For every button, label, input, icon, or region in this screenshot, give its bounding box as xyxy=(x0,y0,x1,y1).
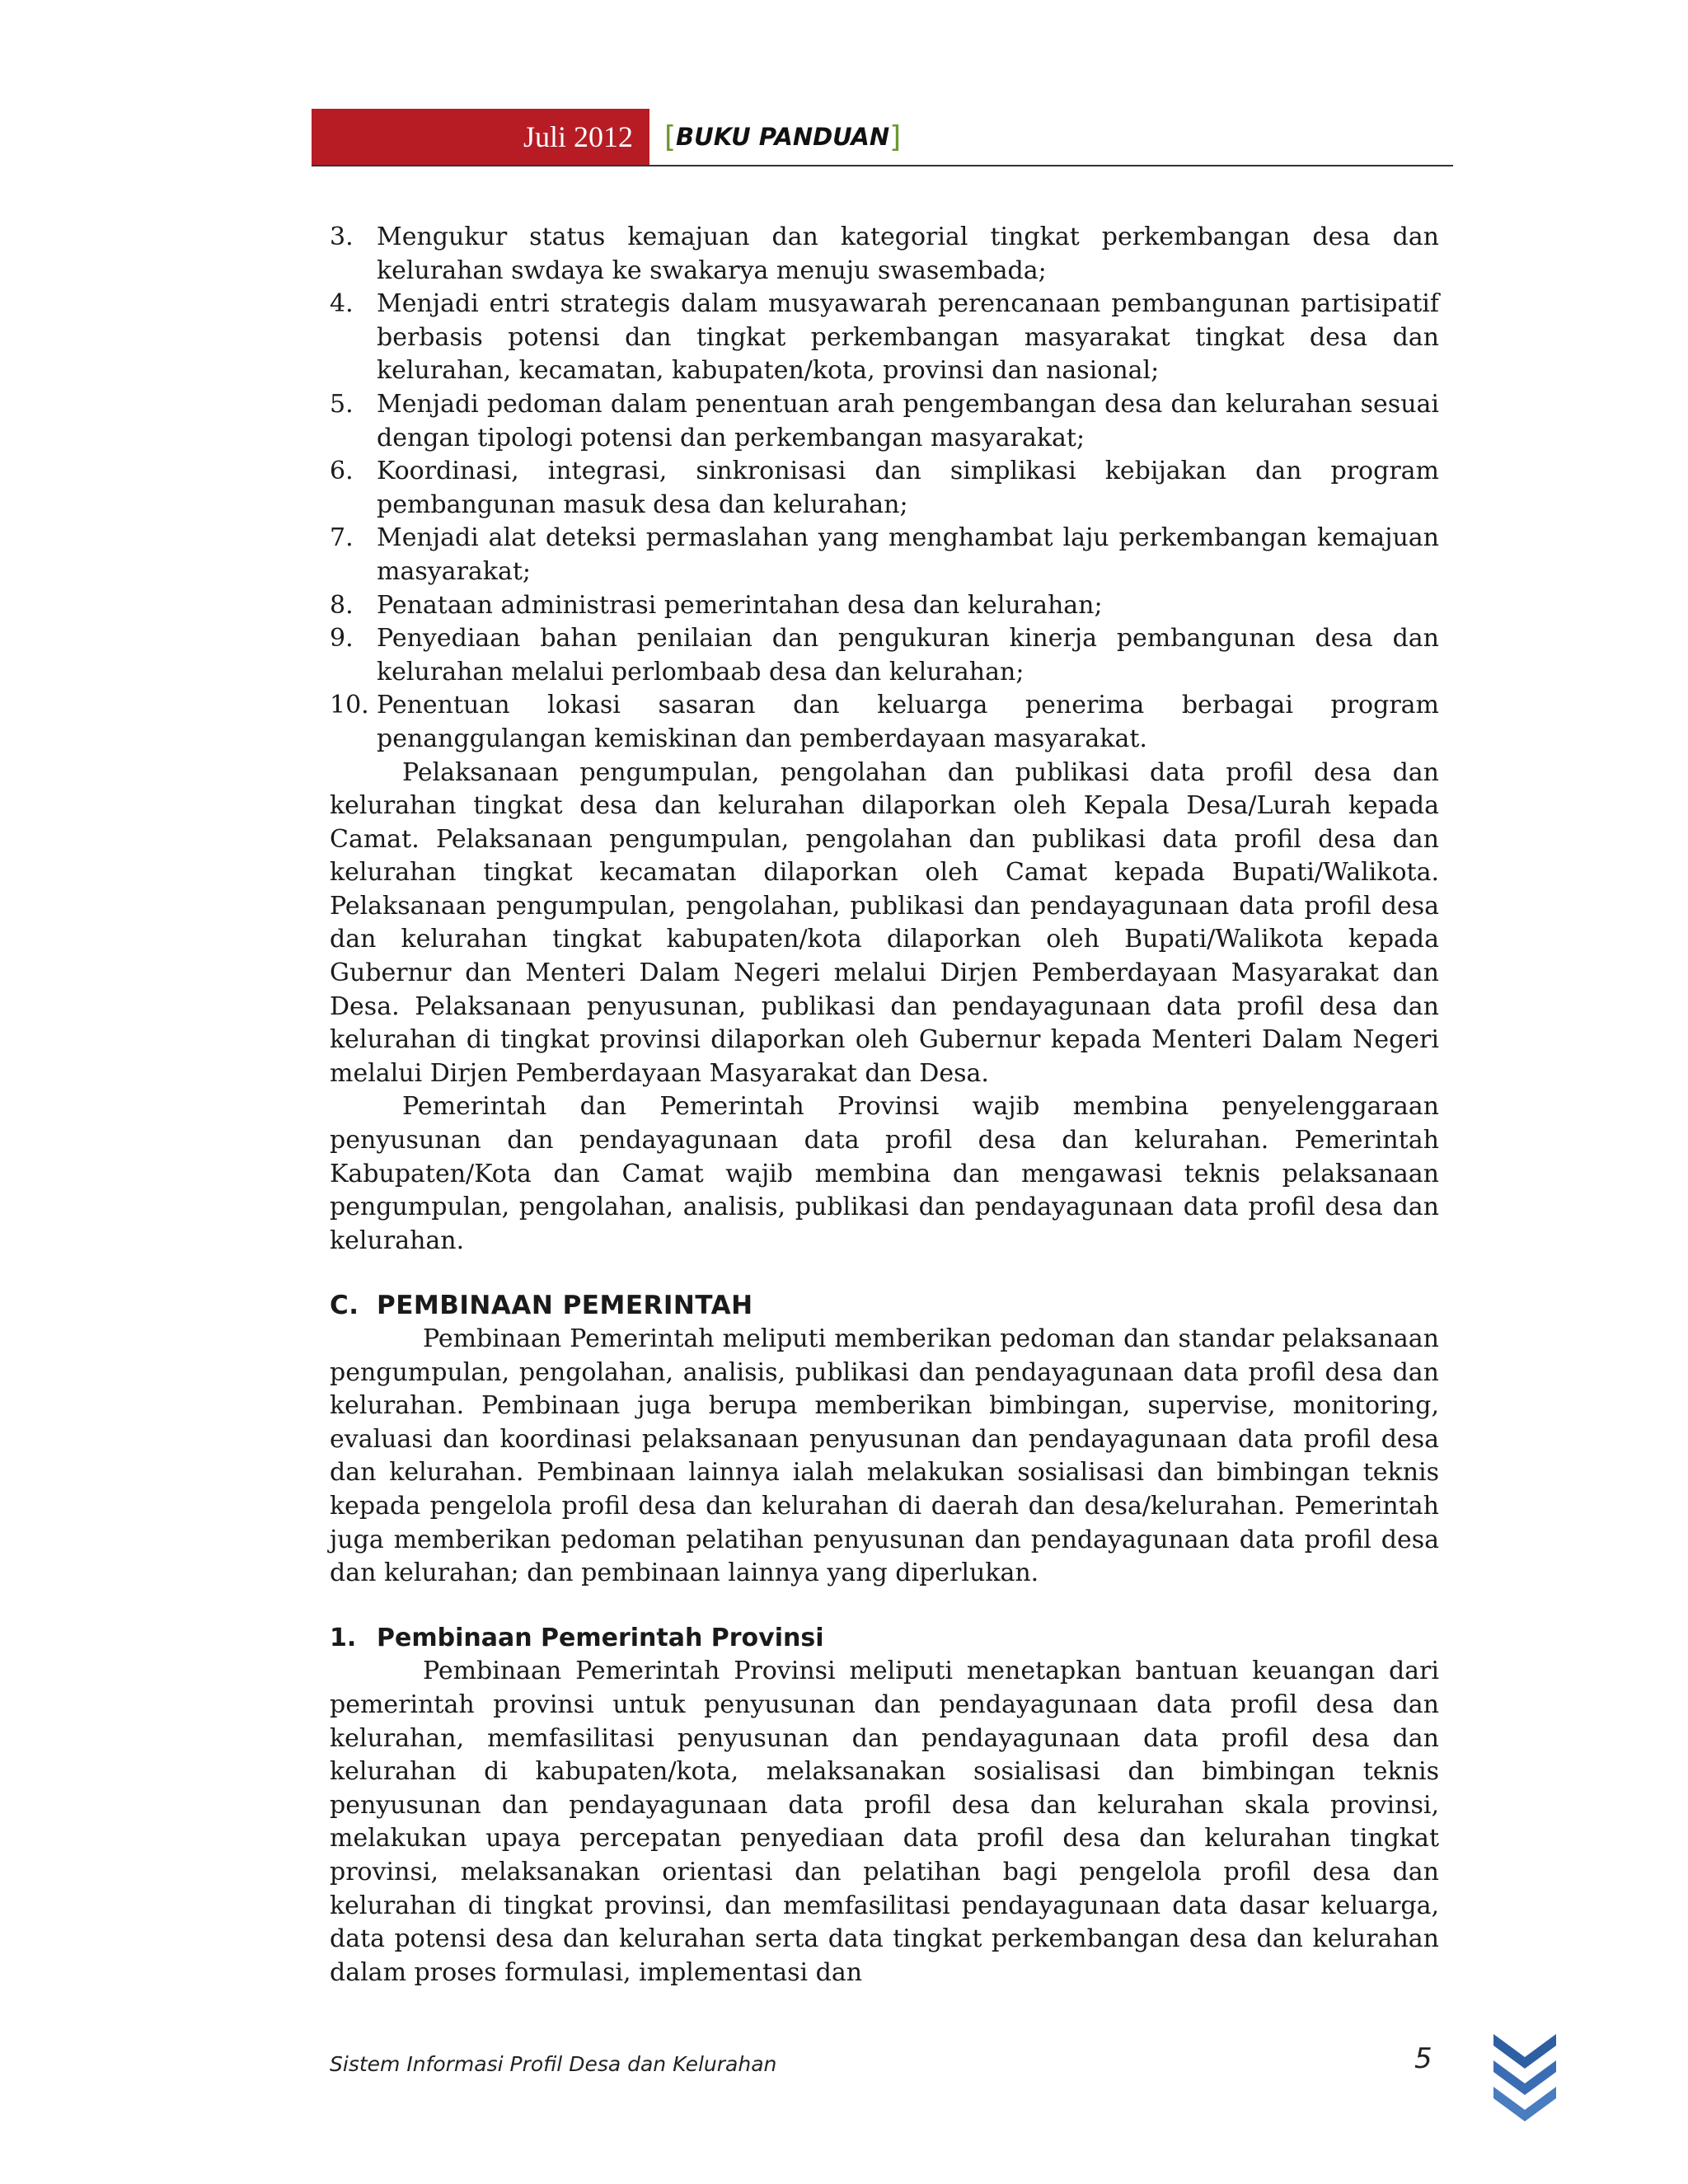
header-title xyxy=(664,109,901,165)
header-bracket-open: [ xyxy=(664,120,677,154)
subsection-heading-1 xyxy=(330,1622,1439,1656)
objectives-list xyxy=(330,221,1439,757)
chevron-down-icon xyxy=(1490,2029,1559,2128)
list-text: Mengukur status kemajuan dan kategorial tingkat perkembangan desa dan kelurahan swdaya ke swakarya menuju swasembada; xyxy=(377,223,1439,285)
list-number: 9. xyxy=(330,624,354,654)
section-title: PEMBINAAN PEMERINTAH xyxy=(377,1291,753,1321)
list-number: 7. xyxy=(330,523,354,553)
list-text: Menjadi pedoman dalam penentuan arah pengembangan desa dan kelurahan sesuai dengan tipologi potensi dan perkembangan masyarakat; xyxy=(377,389,1439,452)
section-c-paragraph: Pembinaan Pemerintah meliputi memberikan pedoman dan standar pelaksanaan pengumpulan, pengolahan, analisis, publikasi dan pendayagunaan data profil desa dan kelurahan. Pembinaan juga berupa memberikan bimbingan, supervise, monitoring, evaluasi dan koordinasi pelaksanaan penyusunan dan pendayagunaan data profil desa dan kelurahan. Pembinaan lainnya ialah melakukan sosialisasi dan bimbingan teknis kepada pengelola profil desa dan kelurahan di daerah dan desa/kelurahan. Pemerintah juga memberikan pedoman pelatihan penyusunan dan pendayagunaan data profil desa dan kelurahan; dan pembinaan lainnya yang diperlukan. xyxy=(330,1324,1439,1588)
list-text: Koordinasi, integrasi, sinkronisasi dan simplikasi kebijakan dan program pembangunan masuk desa dan kelurahan; xyxy=(377,457,1439,519)
list-text: Menjadi entri strategis dalam musyawarah perencanaan pembangunan partisipatif berbasis potensi dan tingkat perkembangan masyarakat tingkat desa dan kelurahan, kecamatan, kabupaten/kota, provinsi dan nasional; xyxy=(377,289,1439,386)
section-label: C. xyxy=(330,1291,359,1321)
list-number: 10. xyxy=(330,691,369,720)
page-content xyxy=(330,221,1439,1990)
list-number: 8. xyxy=(330,590,354,620)
list-text: Penataan administrasi pemerintahan desa dan kelurahan; xyxy=(377,590,1103,620)
subsection-1-paragraph: Pembinaan Pemerintah Provinsi meliputi menetapkan bantuan keuangan dari pemerintah provinsi untuk penyusunan dan pendayagunaan data profil desa dan kelurahan, memfasilitasi penyusunan dan pendayagunaan data profil desa dan kelurahan di kabupaten/kota, melaksanakan sosialisasi dan bimbingan teknis penyusunan dan pendayagunaan data profil desa dan kelurahan skala provinsi, melakukan upaya percepatan penyediaan data profil desa dan kelurahan tingkat provinsi, melaksanakan orientasi dan pelatihan bagi pengelola profil desa dan kelurahan di tingkat provinsi, dan memfasilitasi pendayagunaan data dasar keluarga, data potensi desa dan kelurahan serta data tingkat perkembangan desa dan kelurahan dalam proses formulasi, implementasi dan xyxy=(330,1657,1439,1987)
list-number: 6. xyxy=(330,457,354,486)
list-number: 5. xyxy=(330,389,354,419)
list-item xyxy=(330,455,1439,522)
subsection-title: Pembinaan Pemerintah Provinsi xyxy=(377,1623,824,1652)
paragraph-supervision: Pemerintah dan Pemerintah Provinsi wajib membina penyelenggaraan penyusunan dan pendayagunaan data profil desa dan kelurahan. Pemerintah Kabupaten/Kota dan Camat wajib membina dan mengawasi teknis pelaksanaan pengumpulan, pengolahan, analisis, publikasi dan pendayagunaan data profil desa dan kelurahan. xyxy=(330,1092,1439,1255)
list-text: Menjadi alat deteksi permaslahan yang menghambat laju perkembangan kemajuan masyarakat; xyxy=(377,523,1439,586)
list-item xyxy=(330,622,1439,689)
list-item xyxy=(330,288,1439,388)
page-number: 5 xyxy=(1414,2042,1432,2075)
header-title-text: BUKU PANDUAN xyxy=(676,123,890,151)
page-header xyxy=(312,109,1453,166)
list-item xyxy=(330,388,1439,455)
footer-title: Sistem Informasi Profil Desa dan Kelurahan xyxy=(330,2052,777,2076)
header-rule xyxy=(312,165,1453,166)
header-bracket-close: ] xyxy=(889,120,902,154)
header-date: Juli 2012 xyxy=(312,109,649,165)
list-item xyxy=(330,522,1439,588)
list-item xyxy=(330,689,1439,756)
list-item xyxy=(330,589,1439,623)
list-text: Penentuan lokasi sasaran dan keluarga penerima berbagai program penanggulangan kemiskinan dan pemberdayaan masyarakat. xyxy=(377,691,1439,753)
section-heading-c xyxy=(330,1289,1439,1323)
subsection-label: 1. xyxy=(330,1623,357,1652)
list-number: 3. xyxy=(330,223,354,251)
paragraph-reporting: Pelaksanaan pengumpulan, pengolahan dan publikasi data profil desa dan kelurahan tingkat desa dan kelurahan dilaporkan oleh Kepala Desa/Lurah kepada Camat. Pelaksanaan pengumpulan, pengolahan dan publikasi data profil desa dan kelurahan tingkat kecamatan dilaporkan oleh Camat kepada Bupati/Walikota. Pelaksanaan pengumpulan, pengolahan, publikasi dan pendayagunaan data profil desa dan kelurahan tingkat kabupaten/kota dilaporkan oleh Bupati/Walikota kepada Gubernur dan Menteri Dalam Negeri melalui Dirjen Pemberdayaan Masyarakat dan Desa. Pelaksanaan penyusunan, publikasi dan pendayagunaan data profil desa dan kelurahan di tingkat provinsi dilaporkan oleh Gubernur kepada Menteri Dalam Negeri melalui Dirjen Pemberdayaan Masyarakat dan Desa. xyxy=(330,757,1439,1088)
list-number: 4. xyxy=(330,289,354,319)
list-text: Penyediaan bahan penilaian dan pengukuran kinerja pembangunan desa dan kelurahan melalui perlombaab desa dan kelurahan; xyxy=(377,624,1439,687)
list-item xyxy=(330,221,1439,288)
